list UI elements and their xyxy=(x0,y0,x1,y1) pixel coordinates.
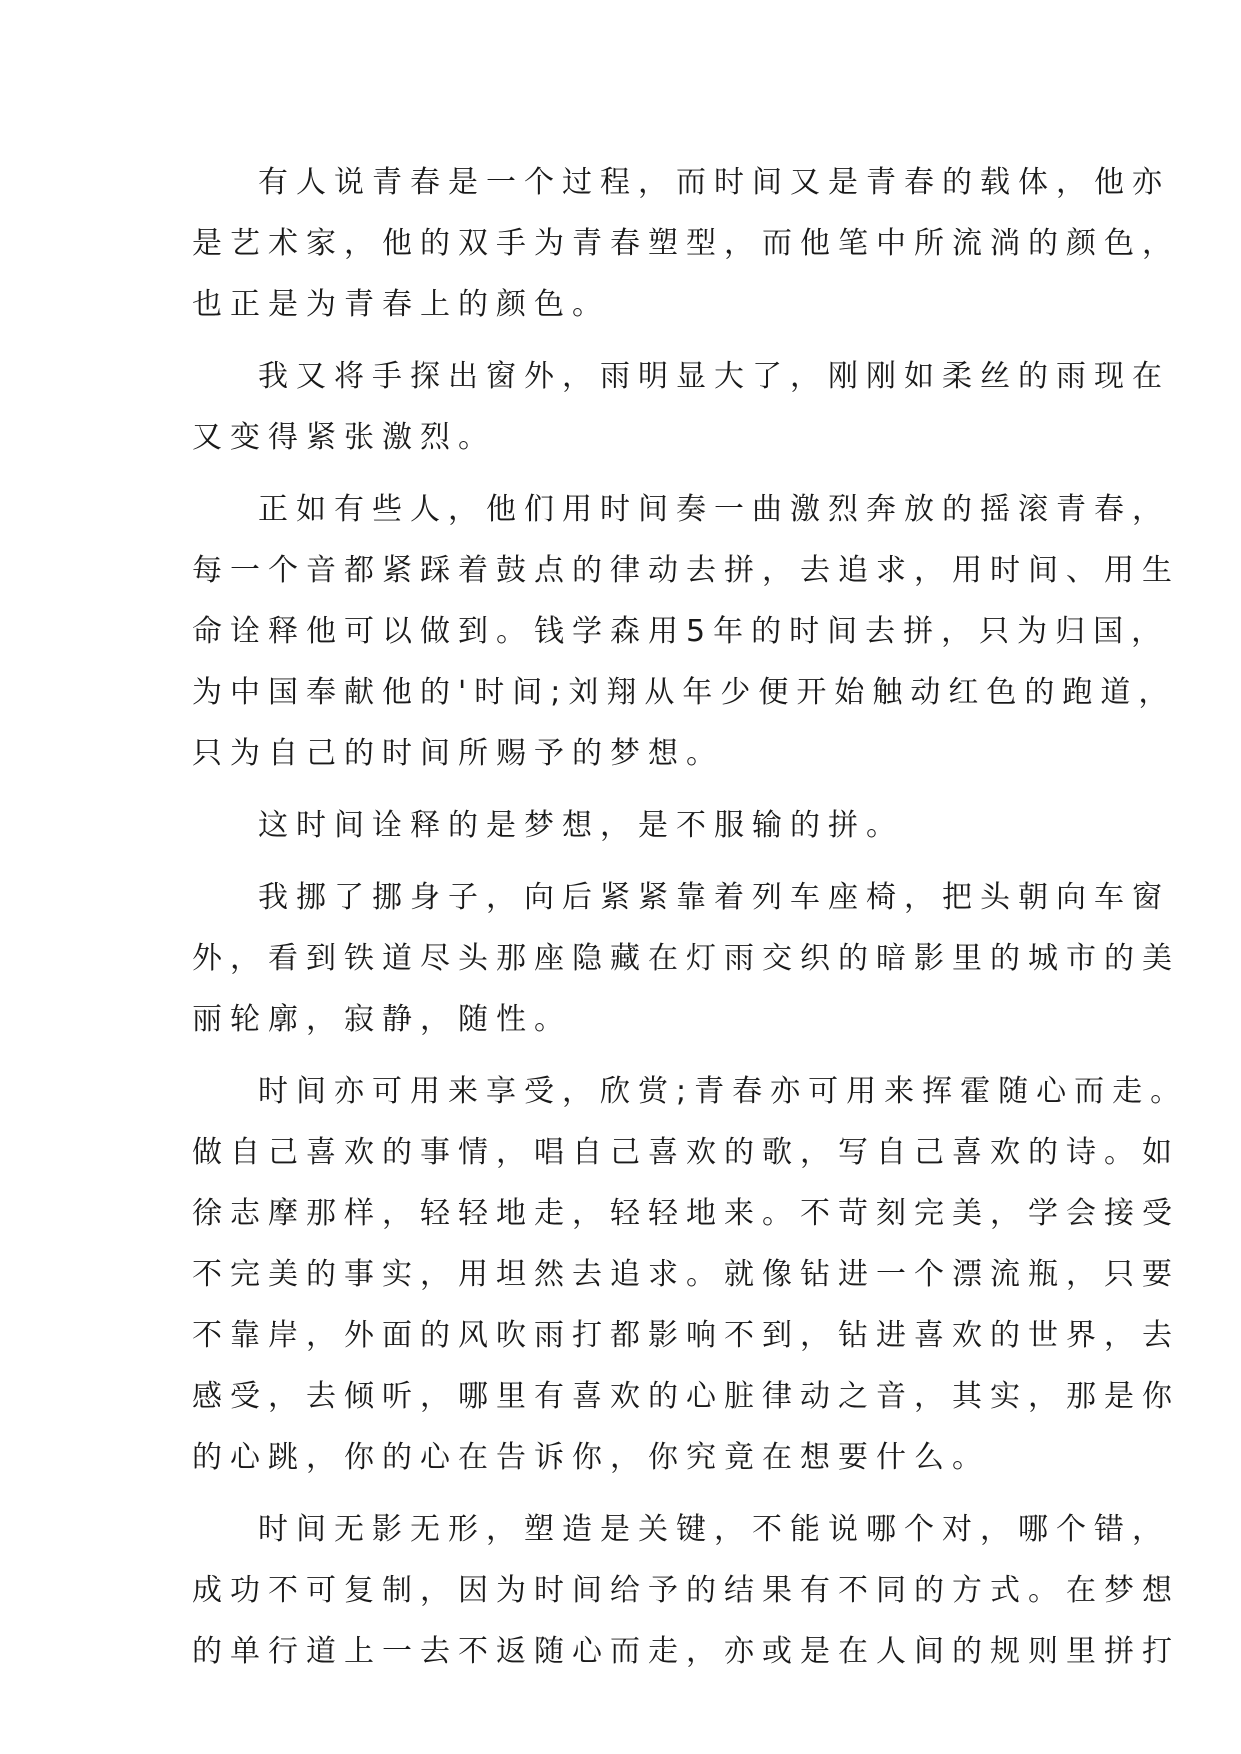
paragraph-gap xyxy=(192,784,1072,795)
paragraph-line: 为中国奉献他的'时间;刘翔从年少便开始触动红色的跑道， xyxy=(192,675,1177,710)
paragraph-line: 感受，去倾听，哪里有喜欢的心脏律动之音，其实，那是你 xyxy=(192,1379,1180,1414)
paragraph-line: 只为自己的时间所赐予的梦想。 xyxy=(192,736,724,771)
paragraph-gap xyxy=(192,335,1072,346)
paragraph-line: 每一个音都紧踩着鼓点的律动去拼，去追求，用时间、用生 xyxy=(192,553,1180,588)
paragraph-line: 有人说青春是一个过程，而时间又是青春的载体，他亦 xyxy=(258,165,1170,200)
paragraph-line: 这时间诠释的是梦想，是不服输的拼。 xyxy=(258,808,904,843)
paragraph-line: 又变得紧张激烈。 xyxy=(192,420,496,455)
paragraph-line: 正如有些人，他们用时间奏一曲激烈奔放的摇滚青春， xyxy=(258,492,1170,527)
paragraph-gap xyxy=(192,1050,1072,1061)
paragraph-line: 成功不可复制，因为时间给予的结果有不同的方式。在梦想 xyxy=(192,1573,1180,1608)
paragraph-line: 外，看到铁道尽头那座隐藏在灯雨交织的暗影里的城市的美 xyxy=(192,941,1180,976)
paragraph-gap xyxy=(192,468,1072,479)
paragraph-line: 时间亦可用来享受，欣赏;青春亦可用来挥霍随心而走。 xyxy=(258,1074,1189,1109)
paragraph-line: 我挪了挪身子，向后紧紧靠着列车座椅，把头朝向车窗 xyxy=(258,880,1170,915)
paragraph-gap xyxy=(192,856,1072,867)
paragraph-line: 不完美的事实，用坦然去追求。就像钻进一个漂流瓶，只要 xyxy=(192,1257,1180,1292)
paragraph-line: 也正是为青春上的颜色。 xyxy=(192,287,610,322)
paragraph-line: 我又将手探出窗外，雨明显大了，刚刚如柔丝的雨现在 xyxy=(258,359,1170,394)
paragraph-gap xyxy=(192,1488,1072,1499)
paragraph-line: 时间无影无形，塑造是关键，不能说哪个对，哪个错， xyxy=(258,1512,1170,1547)
paragraph-line: 命诠释他可以做到。钱学森用5年的时间去拼，只为归国， xyxy=(192,614,1170,649)
paragraph-line: 徐志摩那样，轻轻地走，轻轻地来。不苛刻完美，学会接受 xyxy=(192,1196,1180,1231)
paragraph-line: 的心跳，你的心在告诉你，你究竟在想要什么。 xyxy=(192,1440,990,1475)
document-body xyxy=(192,152,1189,1682)
paragraph-line: 做自己喜欢的事情，唱自己喜欢的歌，写自己喜欢的诗。如 xyxy=(192,1135,1180,1170)
paragraph-line: 丽轮廓，寂静，随性。 xyxy=(192,1002,572,1037)
paragraph-line: 是艺术家，他的双手为青春塑型，而他笔中所流淌的颜色， xyxy=(192,226,1180,261)
paragraph-line: 的单行道上一去不返随心而走，亦或是在人间的规则里拼打 xyxy=(192,1634,1180,1669)
paragraph-line: 不靠岸，外面的风吹雨打都影响不到，钻进喜欢的世界，去 xyxy=(192,1318,1180,1353)
